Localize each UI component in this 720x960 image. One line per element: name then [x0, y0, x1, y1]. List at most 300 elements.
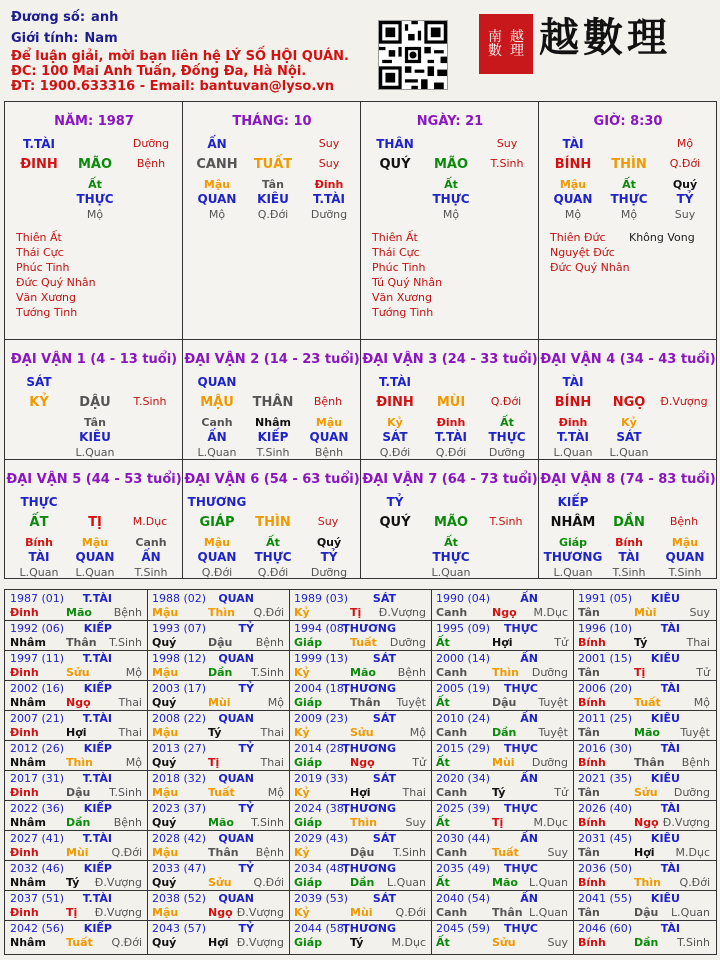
year-god: ẤN: [520, 892, 538, 905]
hidden-god-3: TỶ: [320, 550, 338, 564]
year-god: QUAN: [218, 592, 254, 605]
star-0: Thiên Đức: [550, 231, 606, 244]
hidden-god-1: QUAN: [197, 550, 237, 564]
year-label: 2018 (32): [152, 772, 207, 785]
dai-van-phase: Bệnh: [669, 515, 699, 528]
year-phase: Q.Đới: [395, 906, 426, 919]
year-phase: Thai: [686, 636, 710, 649]
hidden-stem-3: Quý: [316, 536, 342, 549]
year-phase: Thai: [260, 726, 284, 739]
year-cell: [290, 591, 432, 621]
year-stem: Canh: [436, 846, 468, 859]
year-stem: Nhâm: [10, 816, 46, 829]
hidden-stem-3: Canh: [135, 536, 167, 549]
year-phase: Bệnh: [113, 606, 142, 619]
hidden-phase-2: Q.Đới: [435, 446, 467, 459]
year-stem: Bính: [578, 936, 606, 949]
dai-van-title: ĐẠI VẬN 7 (64 - 73 tuổi): [362, 472, 538, 487]
hidden-god-1: QUAN: [197, 192, 237, 206]
year-cell: [432, 741, 574, 771]
pillar-stem-phase: Dưỡng: [132, 137, 170, 150]
hidden-stem-3: Đinh: [314, 178, 344, 191]
year-label: 2012 (26): [10, 742, 65, 755]
star-1: Thái Cực: [16, 246, 64, 259]
hidden-stem-3: Quý: [672, 178, 698, 191]
hidden-phase-1: L.Quan: [553, 566, 593, 579]
year-stem: Tân: [578, 606, 600, 619]
year-cell: [6, 621, 148, 651]
year-stem: Đinh: [10, 666, 39, 679]
contact-intro: Để luận giải, mời bạn liên hệ LÝ SỐ HỘI QUÁN.: [11, 49, 349, 64]
year-branch: Thân: [492, 906, 523, 919]
dai-van-phase: T.Sinh: [133, 395, 167, 408]
year-branch: Tuất: [492, 846, 519, 859]
year-label: 2017 (31): [10, 772, 65, 785]
pillar-stem: ĐINH: [20, 157, 58, 172]
year-phase: Q.Đới: [253, 876, 284, 889]
year-cell: [6, 921, 148, 951]
hidden-god-2: THỰC: [76, 192, 114, 206]
year-phase: T.Sinh: [677, 936, 710, 949]
year-phase: Bệnh: [113, 816, 142, 829]
year-branch: Tuất: [66, 936, 93, 949]
pillar-branch: MÃO: [433, 157, 469, 172]
year-label: 2029 (43): [294, 832, 349, 845]
year-label: 2038 (52): [152, 892, 207, 905]
year-branch: Hợi: [492, 636, 513, 649]
hidden-phase-2: L.Quan: [609, 446, 649, 459]
year-phase: M.Dục: [391, 936, 426, 949]
year-phase: L.Quan: [529, 906, 568, 919]
pillar-2: [361, 102, 539, 338]
year-branch: Tị: [208, 756, 220, 769]
dai-van-3: [361, 340, 539, 459]
year-label: 1997 (11): [10, 652, 65, 665]
year-branch: Ngọ: [492, 606, 517, 619]
year-cell: [290, 741, 432, 771]
dai-van-6: [183, 460, 361, 579]
year-cell: [148, 831, 290, 861]
hidden-phase-1: L.Quan: [19, 566, 59, 579]
year-god: TỶ: [238, 802, 254, 815]
year-stem: Giáp: [294, 936, 323, 949]
year-stem: Nhâm: [10, 936, 46, 949]
year-branch: Ngọ: [634, 816, 659, 829]
year-label: 1990 (04): [436, 592, 491, 605]
year-god: THỰC: [504, 922, 538, 935]
year-stem: Tân: [578, 726, 600, 739]
year-phase: Bệnh: [255, 636, 284, 649]
year-phase: Bệnh: [681, 756, 710, 769]
year-god: THƯƠNG: [342, 682, 396, 695]
year-branch: Mùi: [66, 846, 89, 859]
hidden-stem-2: Kỷ: [621, 416, 637, 429]
brand-logo: 越數理: [539, 14, 671, 61]
hidden-stem-1: Đinh: [558, 416, 588, 429]
year-label: 2042 (56): [10, 922, 65, 935]
year-stem: Canh: [436, 666, 468, 679]
hidden-god-2: QUAN: [75, 550, 115, 564]
year-label: 2009 (23): [294, 712, 349, 725]
year-label: 2032 (46): [10, 862, 65, 875]
hidden-god-1: SÁT: [382, 430, 408, 444]
star-3: Đức Quý Nhân: [16, 276, 96, 289]
year-cell: [432, 831, 574, 861]
year-god: TÀI: [660, 922, 680, 935]
dai-van-branch: MÙI: [436, 395, 466, 410]
year-branch: Tị: [492, 816, 504, 829]
year-god: QUAN: [218, 772, 254, 785]
dai-van-stem: ẤT: [29, 515, 49, 530]
hidden-phase-3: Dưỡng: [488, 446, 526, 459]
duong-so-value: anh: [91, 10, 119, 25]
year-phase: T.Sinh: [393, 846, 426, 859]
hidden-stem-2: Mậu: [81, 536, 109, 549]
hidden-god-2: KIẾP: [257, 430, 289, 444]
year-label: 2010 (24): [436, 712, 491, 725]
year-cell: [432, 801, 574, 831]
year-label: 2022 (36): [10, 802, 65, 815]
year-branch: Hợi: [208, 936, 229, 949]
hidden-god-3: QUAN: [665, 550, 705, 564]
year-god: QUAN: [218, 832, 254, 845]
pillar-3: [539, 102, 717, 338]
year-label: 1992 (06): [10, 622, 65, 635]
dai-van-god: THƯƠNG: [187, 495, 247, 509]
year-branch: Thìn: [492, 666, 519, 679]
year-cell: [432, 921, 574, 951]
year-stem: Ất: [436, 696, 450, 709]
gioi-tinh-line: Giới tính: Nam: [11, 31, 118, 46]
year-phase: Tuyệt: [396, 696, 426, 709]
year-phase: Dưỡng: [531, 756, 568, 769]
year-label: 1998 (12): [152, 652, 207, 665]
year-phase: Dưỡng: [673, 786, 710, 799]
pillar-branch-phase: Suy: [318, 157, 340, 170]
year-stem: Giáp: [294, 816, 323, 829]
star-3: Tú Quý Nhân: [372, 276, 443, 289]
pillar-stem-phase: Suy: [496, 137, 518, 150]
hidden-phase-3: Suy: [674, 208, 696, 221]
year-cell: [148, 771, 290, 801]
dai-van-stem: GIÁP: [199, 515, 235, 530]
hidden-stem-2: Đinh: [436, 416, 466, 429]
year-branch: Hợi: [350, 786, 371, 799]
hidden-phase-1: L.Quan: [553, 446, 593, 459]
year-stem: Ất: [436, 636, 450, 649]
year-god: T.TÀI: [82, 772, 112, 785]
year-god: THƯƠNG: [342, 862, 396, 875]
year-label: 1987 (01): [10, 592, 65, 605]
year-label: 1991 (05): [578, 592, 633, 605]
year-cell: [148, 801, 290, 831]
year-label: 2023 (37): [152, 802, 207, 815]
year-god: TÀI: [660, 742, 680, 755]
year-cell: [574, 741, 716, 771]
year-god: ẤN: [520, 712, 538, 725]
year-phase: Đ.Vượng: [94, 876, 142, 889]
year-stem: Bính: [578, 816, 606, 829]
year-branch: Ngọ: [66, 696, 91, 709]
year-cell: [290, 711, 432, 741]
hidden-god-1: T.TÀI: [557, 430, 589, 444]
year-branch: Tý: [66, 876, 80, 889]
year-branch: Sửu: [66, 666, 90, 679]
dai-van-phase: M.Dục: [132, 515, 168, 528]
pillar-stem-god: THÂN: [376, 137, 414, 151]
star-2: Đức Quý Nhân: [550, 261, 630, 274]
year-label: 2001 (15): [578, 652, 633, 665]
year-cell: [6, 831, 148, 861]
hidden-phase-1: Q.Đới: [201, 566, 233, 579]
year-phase: Thai: [118, 726, 142, 739]
hidden-god-2: KIÊU: [79, 430, 111, 444]
year-label: 2008 (22): [152, 712, 207, 725]
dai-van-8: [539, 460, 717, 579]
year-cell: [290, 681, 432, 711]
year-phase: Dưỡng: [389, 636, 426, 649]
year-cell: [432, 651, 574, 681]
year-branch: Tị: [350, 606, 362, 619]
year-stem: Mậu: [152, 606, 179, 619]
year-cell: [6, 741, 148, 771]
star-b-0: Không Vong: [629, 231, 695, 244]
year-phase: Dưỡng: [531, 666, 568, 679]
year-label: 2041 (55): [578, 892, 633, 905]
year-god: THƯƠNG: [342, 922, 396, 935]
year-label: 2011 (25): [578, 712, 633, 725]
year-stem: Quý: [152, 696, 177, 709]
year-phase: Mộ: [125, 756, 142, 769]
hidden-phase-1: Mộ: [208, 208, 226, 221]
year-stem: Quý: [152, 756, 177, 769]
contact-phone-email[interactable]: ĐT: 1900.633316 - Email: bantuvan@lyso.vn: [11, 79, 335, 94]
year-god: TỶ: [238, 862, 254, 875]
year-stem: Tân: [578, 666, 600, 679]
hidden-stem-2: Bính: [615, 536, 643, 549]
year-cell: [6, 891, 148, 921]
hidden-phase-2: T.Sinh: [256, 446, 290, 459]
year-cell: [6, 711, 148, 741]
dai-van-branch: THÂN: [252, 395, 294, 410]
year-god: KIẾP: [83, 742, 112, 755]
year-branch: Mùi: [634, 606, 657, 619]
year-phase: Bệnh: [255, 846, 284, 859]
year-cell: [432, 711, 574, 741]
year-branch: Dần: [66, 816, 91, 829]
year-phase: Suy: [547, 936, 568, 949]
pillar-branch-phase: T.Sinh: [490, 157, 524, 170]
year-branch: Mão: [492, 876, 518, 889]
year-god: SÁT: [372, 712, 396, 725]
gioi-tinh-value: Nam: [84, 31, 118, 46]
year-cell: [290, 891, 432, 921]
pillar-title: GIỜ: 8:30: [593, 114, 663, 129]
year-cell: [432, 891, 574, 921]
year-phase: Mộ: [693, 696, 710, 709]
year-cell: [290, 771, 432, 801]
year-cell: [574, 681, 716, 711]
year-stem: Nhâm: [10, 756, 46, 769]
year-branch: Dần: [208, 666, 233, 679]
year-branch: Thân: [350, 696, 381, 709]
star-5: Tướng Tinh: [372, 306, 434, 319]
year-branch: Mùi: [208, 696, 231, 709]
hidden-god-3: TỶ: [676, 192, 694, 206]
year-label: 2020 (34): [436, 772, 491, 785]
year-stem: Canh: [436, 906, 468, 919]
year-branch: Thìn: [208, 606, 235, 619]
year-label: 1999 (13): [294, 652, 349, 665]
year-phase: Đ.Vượng: [236, 936, 284, 949]
year-phase: Đ.Vượng: [236, 906, 284, 919]
year-stem: Kỷ: [294, 906, 310, 919]
pillar-stem: BÍNH: [554, 157, 592, 172]
year-phase: Tuyệt: [538, 726, 568, 739]
hidden-god-3: QUAN: [309, 430, 349, 444]
hidden-god-3: T.TÀI: [313, 192, 345, 206]
hidden-god-3: ẤN: [141, 550, 161, 564]
year-branch: Dần: [492, 726, 517, 739]
year-god: KIẾP: [83, 622, 112, 635]
year-phase: Mộ: [409, 726, 426, 739]
hidden-phase-2: L.Quan: [75, 446, 115, 459]
year-phase: Đ.Vượng: [94, 906, 142, 919]
year-label: 2034 (48): [294, 862, 349, 875]
year-stem: Mậu: [152, 666, 179, 679]
qr-code[interactable]: [378, 20, 448, 90]
year-stem: Quý: [152, 636, 177, 649]
dai-van-phase: Suy: [317, 515, 339, 528]
year-label: 2019 (33): [294, 772, 349, 785]
year-branch: Tuất: [634, 696, 661, 709]
hidden-phase-2: Mộ: [442, 208, 460, 221]
year-god: KIÊU: [650, 712, 680, 725]
year-stem: Đinh: [10, 786, 39, 799]
hidden-stem-2: Ất: [88, 178, 102, 191]
year-label: 2044 (58): [294, 922, 349, 935]
year-cell: [290, 621, 432, 651]
year-phase: Tử: [412, 756, 426, 769]
year-phase: M.Dục: [675, 846, 710, 859]
year-stem: Nhâm: [10, 876, 46, 889]
hidden-god-2: KIÊU: [257, 192, 289, 206]
hidden-phase-1: L.Quan: [197, 446, 237, 459]
hidden-god-1: QUAN: [553, 192, 593, 206]
hidden-stem-2: Nhâm: [255, 416, 291, 429]
hidden-stem-1: Canh: [201, 416, 233, 429]
year-branch: Mùi: [350, 906, 373, 919]
star-2: Phúc Tinh: [372, 261, 426, 274]
dai-van-stem: QUÝ: [379, 515, 411, 530]
hidden-phase-3: T.Sinh: [134, 566, 168, 579]
year-branch: Mão: [208, 816, 234, 829]
year-cell: [574, 921, 716, 951]
contact-address: ĐC: 100 Mai Anh Tuấn, Đống Đa, Hà Nội.: [11, 64, 307, 79]
year-stem: Tân: [578, 846, 600, 859]
star-2: Phúc Tinh: [16, 261, 70, 274]
hidden-god-2: THỰC: [432, 550, 470, 564]
year-cell: [290, 921, 432, 951]
year-branch: Mão: [634, 726, 660, 739]
dai-van-god: TÀI: [562, 375, 584, 389]
hidden-god-3: THỰC: [488, 430, 526, 444]
dai-van-phase: Bệnh: [313, 395, 343, 408]
pillar-stem-god: T.TÀI: [23, 137, 55, 151]
year-god: THỰC: [504, 802, 538, 815]
year-branch: Mão: [350, 666, 376, 679]
year-branch: Mùi: [492, 756, 515, 769]
year-stem: Giáp: [294, 876, 323, 889]
year-label: 2027 (41): [10, 832, 65, 845]
year-god: THỰC: [504, 682, 538, 695]
pillar-title: NGÀY: 21: [416, 114, 484, 129]
year-god: TÀI: [660, 622, 680, 635]
year-label: 2021 (35): [578, 772, 633, 785]
year-god: KIẾP: [83, 682, 112, 695]
dai-van-7: [361, 460, 539, 579]
dai-van-god: THỰC: [20, 495, 58, 509]
year-stem: Quý: [152, 876, 177, 889]
hidden-stem-2: Ất: [444, 178, 458, 191]
year-cell: [148, 621, 290, 651]
year-god: TỶ: [238, 622, 254, 635]
year-branch: Dậu: [208, 636, 233, 649]
year-label: 2016 (30): [578, 742, 633, 755]
year-label: 2000 (14): [436, 652, 491, 665]
hidden-stem-1: Mậu: [559, 178, 587, 191]
year-stem: Canh: [436, 786, 468, 799]
chart-panel: [4, 101, 717, 579]
year-cell: [574, 801, 716, 831]
year-stem: Giáp: [294, 696, 323, 709]
hidden-stem-2: Ất: [266, 536, 280, 549]
dai-van-title: ĐẠI VẬN 2 (14 - 23 tuổi): [184, 352, 360, 367]
year-god: THƯƠNG: [342, 622, 396, 635]
year-branch: Thìn: [634, 876, 661, 889]
year-cell: [432, 771, 574, 801]
hidden-phase-3: T.Sinh: [668, 566, 702, 579]
year-cell: [290, 861, 432, 891]
year-phase: Tử: [554, 636, 568, 649]
hidden-phase-2: L.Quan: [431, 566, 471, 579]
year-god: KIÊU: [650, 832, 680, 845]
year-cell: [290, 831, 432, 861]
year-phase: Tuyệt: [538, 696, 568, 709]
pillar-stem-god: TÀI: [562, 137, 584, 151]
year-phase: Mộ: [267, 696, 284, 709]
year-label: 1993 (07): [152, 622, 207, 635]
dai-van-5: [5, 460, 183, 579]
year-god: THỰC: [504, 622, 538, 635]
year-phase: T.Sinh: [109, 786, 142, 799]
hidden-stem-2: Tân: [262, 178, 284, 191]
dai-van-1: [5, 340, 183, 459]
year-phase: M.Dục: [533, 606, 568, 619]
year-cell: [574, 831, 716, 861]
year-god: T.TÀI: [82, 832, 112, 845]
year-label: 2003 (17): [152, 682, 207, 695]
year-god: SÁT: [372, 652, 396, 665]
year-label: 2004 (18): [294, 682, 349, 695]
year-cell: [148, 591, 290, 621]
year-god: T.TÀI: [82, 592, 112, 605]
dai-van-stem: KỶ: [29, 395, 49, 410]
year-god: TỶ: [238, 682, 254, 695]
year-phase: Thai: [402, 786, 426, 799]
year-stem: Canh: [436, 606, 468, 619]
year-god: THỰC: [504, 742, 538, 755]
